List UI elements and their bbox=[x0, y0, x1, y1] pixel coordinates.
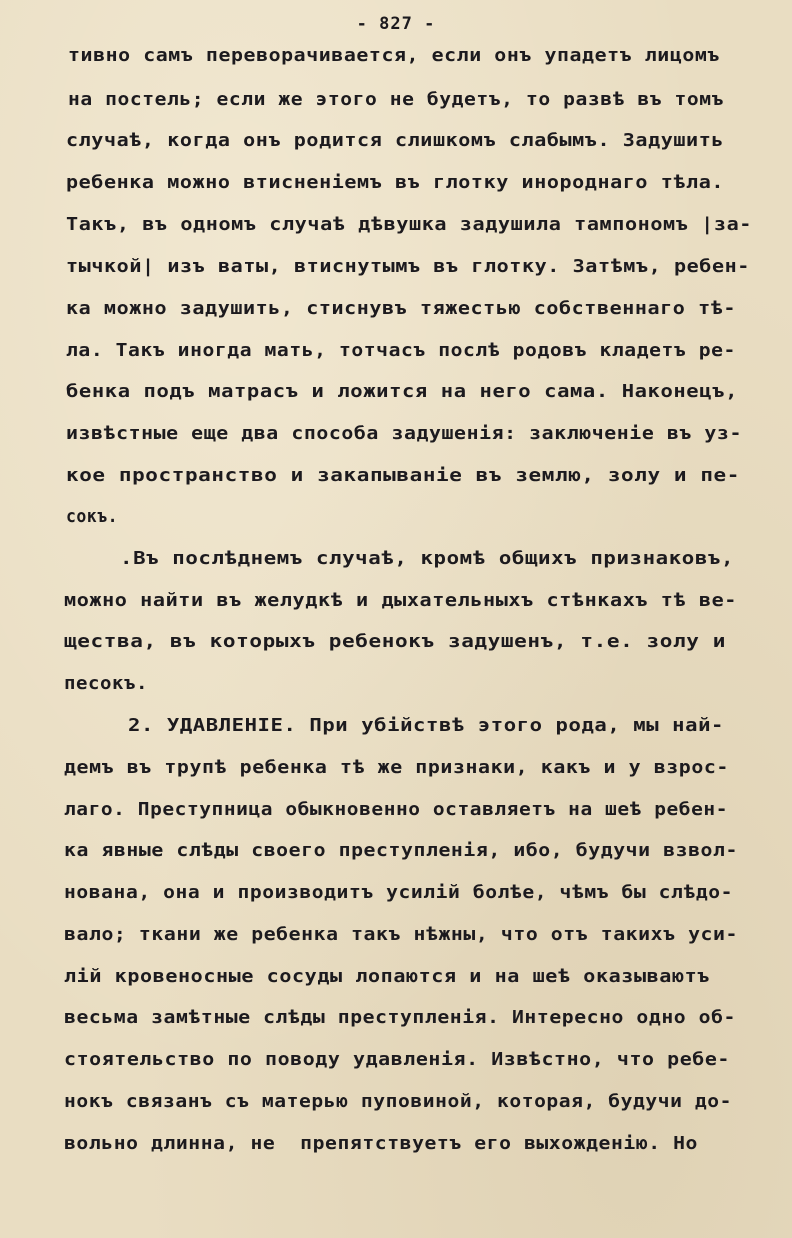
page-number: - 827 - bbox=[356, 14, 436, 34]
text-line: ребенка можно втиснeнiемъ въ глотку инороднаго тѣла. bbox=[66, 173, 725, 193]
text-line: можно найти въ желудкѣ и дыхательныхъ стѣнкахъ тѣ ве- bbox=[64, 591, 737, 611]
text-line: ка явные слѣды своего преступленiя, ибо, будучи взвол- bbox=[64, 841, 739, 861]
text-line: стоятельство по поводу удавленiя. Извѣстно, что ребе- bbox=[64, 1050, 730, 1070]
text-line: извѣстные еще два способа задушенiя: заключенiе въ уз- bbox=[66, 424, 742, 444]
text-line: Такъ, въ одномъ случаѣ дѣвушка задушила тампономъ |за- bbox=[66, 215, 753, 235]
text-line: нована, она и производитъ усилiй болѣе, чѣмъ бы слѣдо- bbox=[64, 883, 734, 903]
text-line: сокъ. bbox=[66, 507, 118, 527]
text-line: на постель; если же этого не будетъ, то развѣ въ томъ bbox=[68, 90, 724, 110]
text-line: бенка подъ матрасъ и ложится на него сама. Наконецъ, bbox=[66, 382, 739, 402]
text-line: лаго. Преступница обыкновенно оставляетъ на шеѣ ребен- bbox=[64, 800, 729, 820]
text-line: .Въ послѣднемъ случаѣ, кромѣ общихъ признаковъ, bbox=[120, 549, 735, 569]
text-line: лiй кровеносные сосуды лопаются и на шеѣ оказываютъ bbox=[64, 967, 710, 987]
text-line: вало; ткани же ребенка такъ нѣжны, что отъ такихъ уси- bbox=[64, 925, 739, 945]
text-line: ла. Такъ иногда мать, тотчасъ послѣ родовъ кладетъ ре- bbox=[66, 341, 736, 361]
text-line: случаѣ, когда онъ родится слишкомъ слабымъ. Задушить bbox=[66, 131, 725, 151]
text-line: демъ въ трупѣ ребенка тѣ же признаки, какъ и у взрос- bbox=[64, 758, 729, 778]
text-line: вольно длинна, не препятствуетъ его выхожденiю. Но bbox=[64, 1134, 698, 1154]
text-line: весьма замѣтные слѣды преступленiя. Интересно одно об- bbox=[64, 1008, 736, 1028]
text-line: нокъ связанъ съ матерью пуповиной, которая, будучи до- bbox=[64, 1092, 733, 1112]
text-line: песокъ. bbox=[64, 674, 149, 694]
text-line: тивно самъ переворачивается, если онъ упадетъ лицомъ bbox=[68, 46, 720, 66]
text-line: тычкой| изъ ваты, втиснутымъ въ глотку. Затѣмъ, ребен- bbox=[66, 257, 750, 277]
text-line: 2. УДАВЛЕНIЕ. При убiйствѣ этого рода, мы най- bbox=[128, 716, 724, 736]
text-line: ка можно задушить, стиснувъ тяжестью собственнаго тѣ- bbox=[66, 299, 737, 319]
text-line: щества, въ которыхъ ребенокъ задушенъ, т.е. золу и bbox=[64, 632, 726, 652]
text-line: кое пространство и закапыванiе въ землю, золу и пе- bbox=[66, 466, 741, 486]
